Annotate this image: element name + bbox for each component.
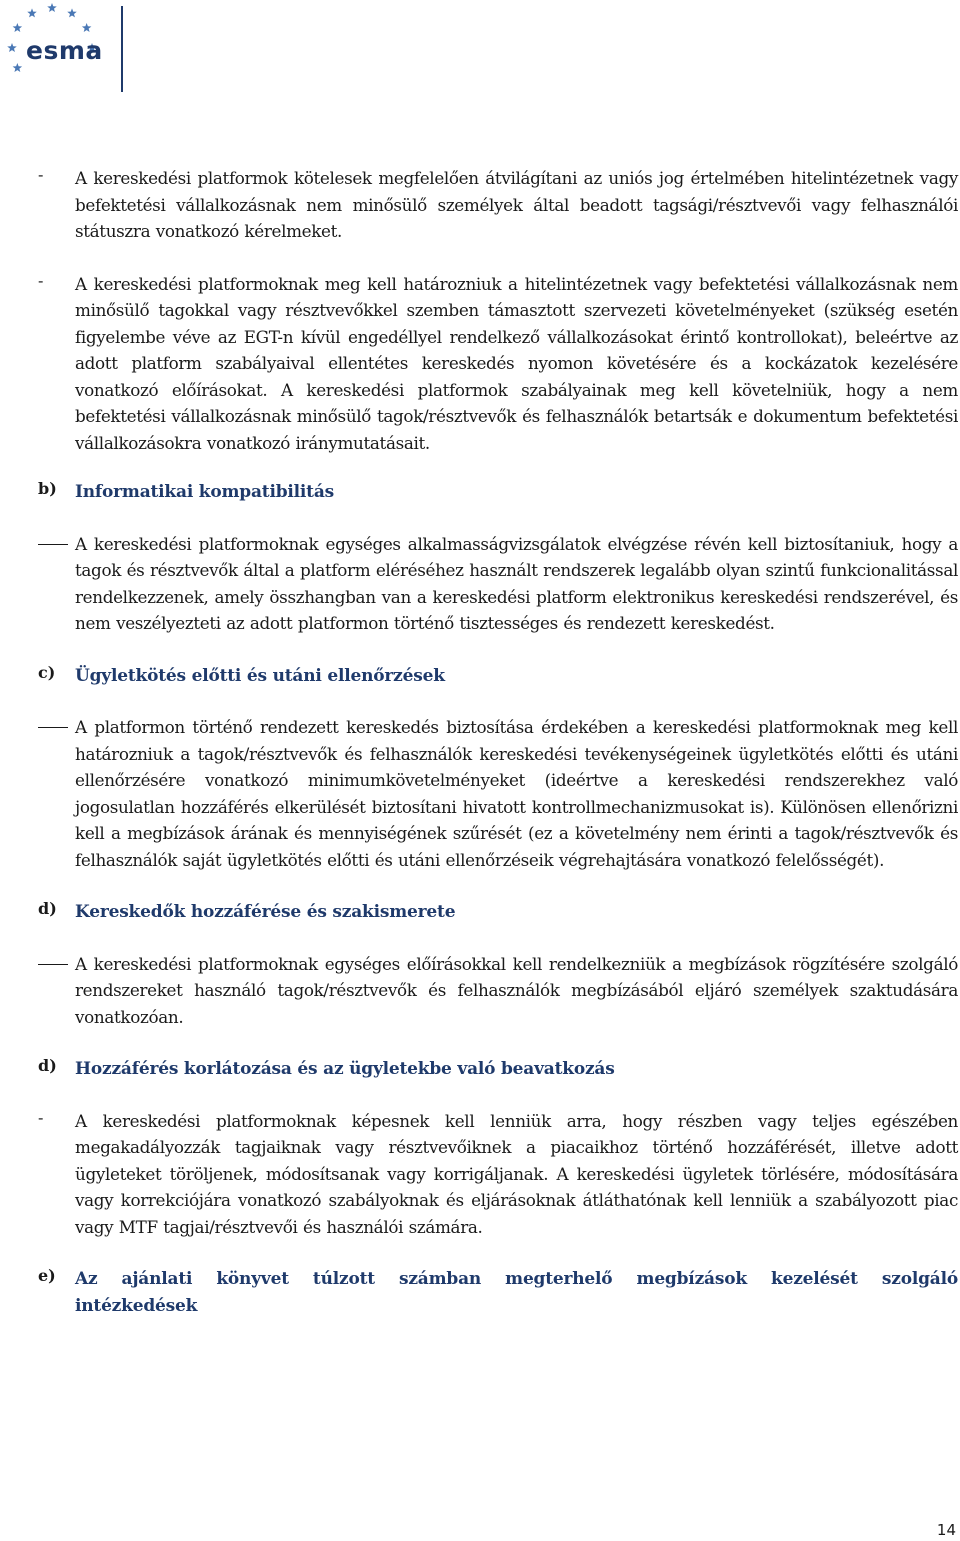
list-item [38, 1108, 958, 1241]
paragraph: A platformon történő rendezett kereskedés biztosítása érdekében a kereskedési platformoknak meg kell határozniuk a tagok/résztvevők és felhasználók kereskedési tevékenységeinek ügyletkötés előtti és utáni ellenőrzésére vonatkozó minimumkövetelményeket (ideértve a kereskedési rendszerekhez való jogosulatlan hozzáférés elkerülését biztosítani hivatott kontrollmechanizmusokat is). Különösen ellenőrizni kell a megbízások árának és mennyiségének szűrését (ez a követelmény nem érinti a tagok/résztvevők és felhasználók saját ügyletkötés előtti és utáni ellenőrzéseik végrehajtására vonatkozó felelősségét). [75, 717, 958, 870]
section-marker: d) [38, 1056, 57, 1075]
logo-text: esma [26, 36, 103, 65]
star-icon [13, 23, 23, 32]
emdash-marker [38, 727, 68, 728]
section-heading [38, 899, 958, 926]
star-icon [13, 63, 23, 72]
section-marker: e) [38, 1266, 56, 1285]
page-number: 14 [936, 1521, 956, 1539]
paragraph: A kereskedési platformoknak meg kell határozniuk a hitelintézetnek vagy befektetési vállalkozásnak nem minősülő tagokkal vagy résztvevőkkel szemben támasztott szervezeti követelményeket (szükség esetén figyelembe véve az EGT-n kívül engedéllyel rendelkező vállalkozásokat érintő kontrollokat), beleértve az adott platform szabályaival ellentétes kereskedés nyomon követésére és a kockázatok kezelésére vonatkozó előírásokat. A kereskedési platformok szabályainak meg kell követelniük, hogy a nem befektetési vállalkozásnak minősülő tagok/résztvevők és felhasználók betartsák e dokumentum befektetési vállalkozásokra vonatkozó iránymutatásait. [75, 273, 958, 453]
section-title: Kereskedők hozzáférése és szakismerete [75, 902, 456, 922]
section-heading [38, 479, 958, 506]
section-title: Hozzáférés korlátozása és az ügyletekbe való beavatkozás [75, 1059, 615, 1079]
section-marker: c) [38, 662, 56, 682]
list-item [38, 531, 958, 637]
section-heading [38, 663, 958, 690]
dash-marker: - [38, 270, 44, 290]
dash-marker: - [38, 1107, 44, 1127]
document-body [38, 165, 958, 1319]
list-item [38, 271, 958, 457]
list-item [38, 714, 958, 873]
star-icon [67, 8, 77, 17]
dash-marker: - [38, 165, 44, 184]
section-title: Az ajánlati könyvet túlzott számban megterhelő megbízások kezelését szolgáló intézkedések [75, 1269, 958, 1316]
emdash-marker [38, 964, 68, 965]
paragraph: A kereskedési platformoknak egységes alkalmasságvizsgálatok elvégzése révén kell biztosítaniuk, hogy a tagok és résztvevők által a platform eléréséhez használt rendszerek legalább olyan szintű funkcionalitással rendelkezzenek, amely összhangban van a kereskedési platform elektronikus kereskedési rendszerével, és nem veszélyezteti az adott platformon történő tisztességes és rendezett kereskedést. [75, 533, 958, 633]
section-marker: b) [38, 479, 57, 498]
logo-divider [121, 6, 123, 92]
section-title: Informatikai kompatibilitás [75, 482, 335, 502]
star-icon [47, 3, 57, 12]
list-item [38, 951, 958, 1031]
paragraph: A kereskedési platformok kötelesek megfelelően átvilágítani az uniós jog értelmében hitelintézetnek vagy befektetési vállalkozásnak nem minősülő személyek által beadott tagsági/résztvevői vagy felhasználói státuszra vonatkozó kérelmeket. [75, 168, 958, 241]
list-item [38, 165, 958, 245]
esma-logo [0, 0, 130, 100]
star-icon [27, 8, 37, 17]
section-heading [38, 1056, 958, 1083]
paragraph: A kereskedési platformoknak képesnek kell lenniük arra, hogy részben vagy teljes egészében megakadályozzák tagjaiknak vagy résztvevőiknek a piacaikhoz történő hozzáférését, illetve adott ügyleteket töröljenek, módosítsanak vagy korrigáljanak. A kereskedési ügyletek törlésére, módosítására vagy korrekciójára vonatkozó szabályoknak és eljárásoknak átláthatónak kell lenniük a szabályozott piac vagy MTF tagjai/résztvevői és használói számára. [75, 1110, 958, 1237]
paragraph: A kereskedési platformoknak egységes előírásokkal kell rendelkezniük a megbízások rögzítésére szolgáló rendszereket használó tagok/résztvevők és felhasználók megbízásából eljáró személyek szaktudására vonatkozóan. [75, 953, 958, 1027]
emdash-marker [38, 544, 68, 545]
section-marker: d) [38, 899, 57, 918]
section-title: Ügyletkötés előtti és utáni ellenőrzések [75, 665, 445, 686]
star-icon [82, 23, 92, 32]
star-icon [7, 43, 17, 52]
section-heading [38, 1266, 958, 1319]
